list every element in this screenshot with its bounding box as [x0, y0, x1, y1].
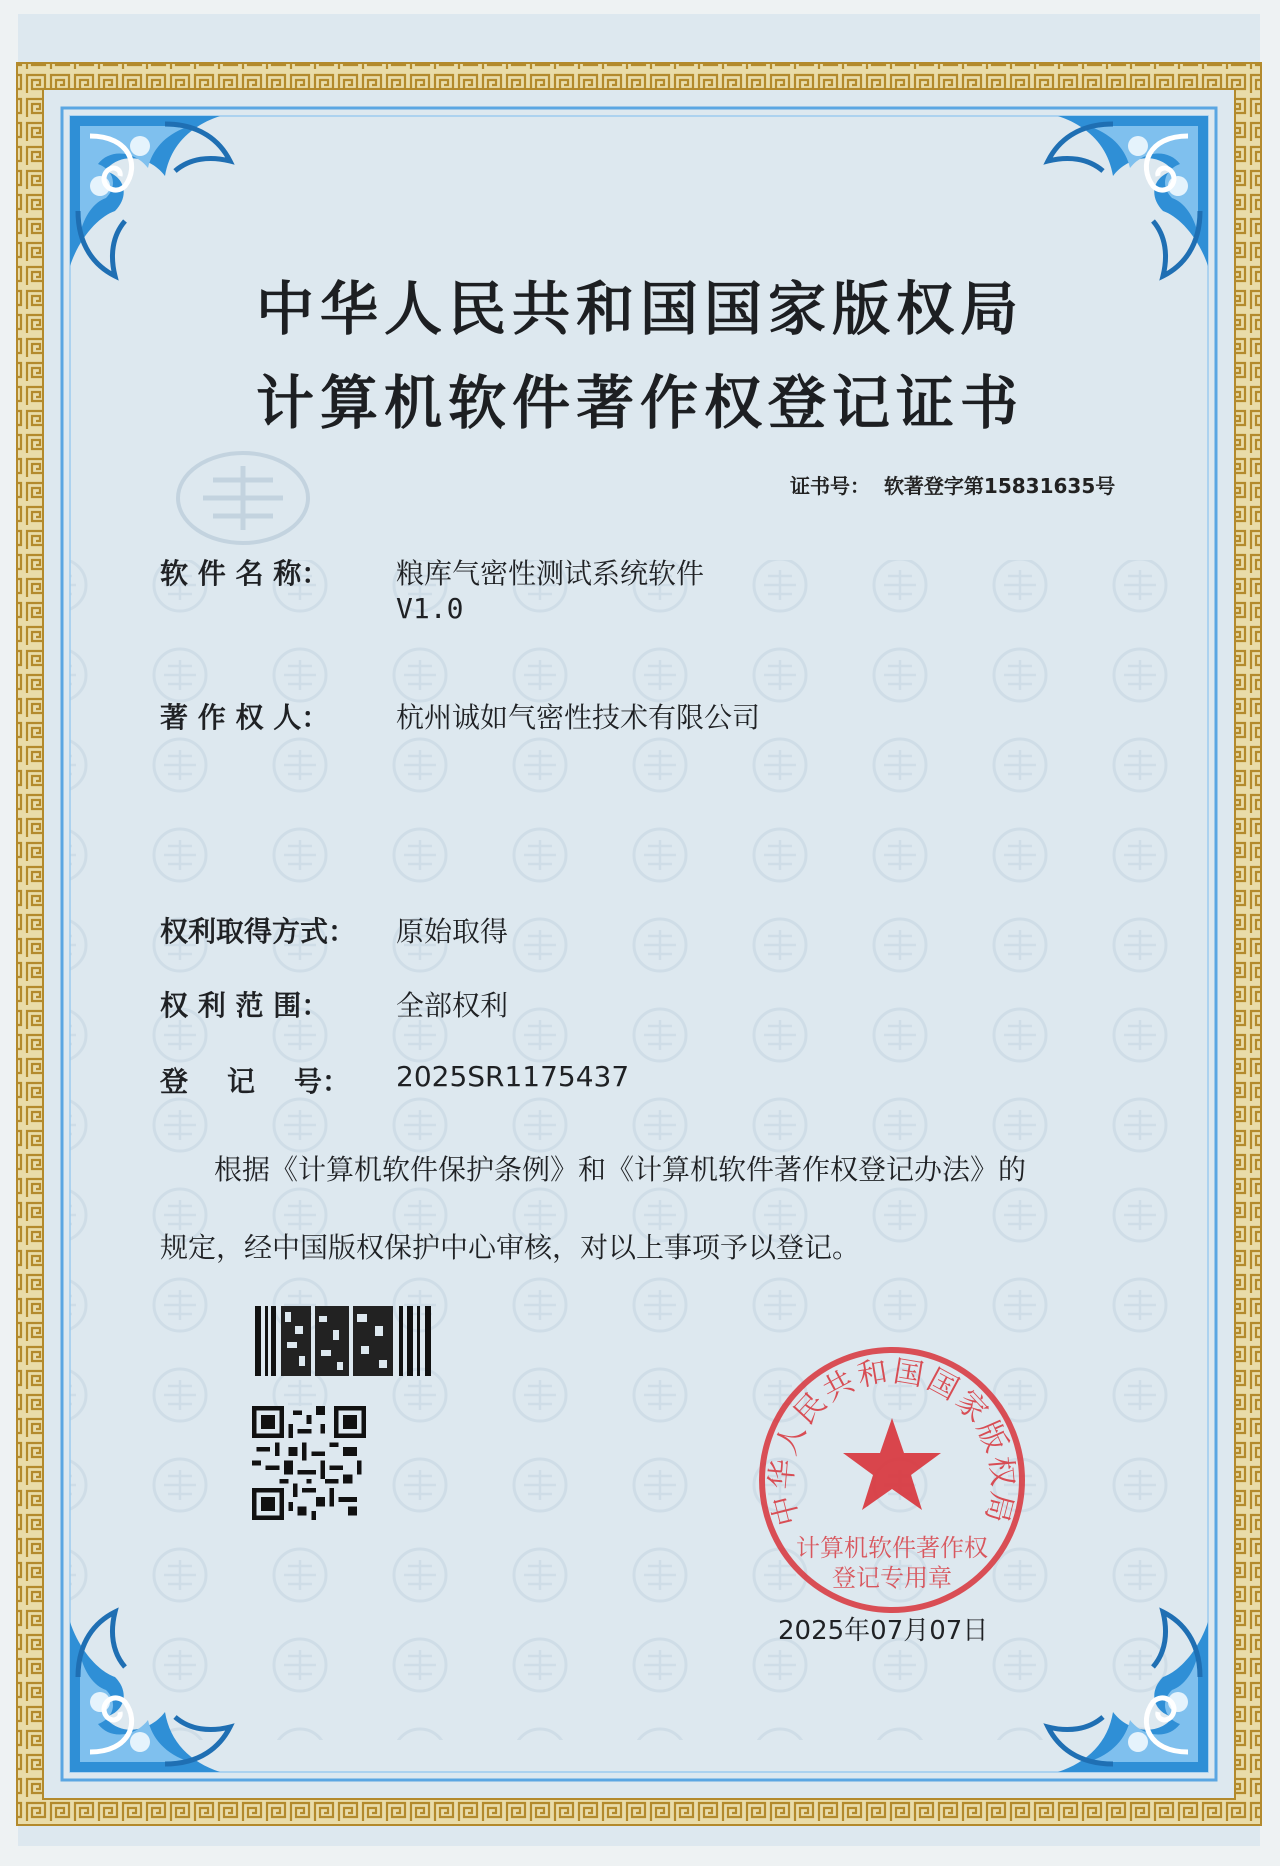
- scope-value: 全部权利: [396, 989, 509, 1022]
- seal-inner-line1: 计算机软件著作权: [796, 1534, 988, 1562]
- statement-line1: 根据《计算机软件保护条例》和《计算机软件著作权登记办法》的: [214, 1153, 1027, 1186]
- emblem-watermark: [168, 448, 318, 548]
- cert-number-label: 证书号：: [790, 474, 870, 498]
- issue-date: 2025年07月07日: [778, 1616, 989, 1646]
- qr-code: [252, 1406, 366, 1520]
- software-name-value: 粮库气密性测试系统软件: [396, 557, 705, 590]
- seal-ring-text: 中华人民共和国国家版权局: [764, 1354, 1020, 1530]
- acquisition-value: 原始取得: [396, 915, 509, 948]
- seal-star-icon: [843, 1418, 941, 1510]
- owner-value: 杭州诚如气密性技术有限公司: [396, 701, 761, 734]
- seal-inner-line2: 登记专用章: [832, 1564, 952, 1592]
- software-version: V1.0: [396, 592, 464, 625]
- software-name-label: 软 件 名 称：: [160, 557, 330, 590]
- statement-line2: 规定，经中国版权保护中心审核，对以上事项予以登记。: [160, 1231, 861, 1264]
- certificate-title-line1: 中华人民共和国国家版权局: [255, 275, 1024, 343]
- certificate-number: [790, 470, 1115, 499]
- acquisition-label: 权利取得方式：: [160, 915, 357, 948]
- owner-label: 著 作 权 人：: [160, 701, 330, 734]
- scope-label: 权 利 范 围：: [160, 989, 330, 1022]
- cert-number-value: 软著登字第15831635号: [883, 474, 1116, 498]
- barcode: [255, 1306, 437, 1376]
- registration-number-value: 2025SR1175437: [396, 1060, 630, 1093]
- official-seal: [752, 1340, 1032, 1620]
- certificate-title-line2: 计算机软件著作权登记证书: [255, 369, 1024, 437]
- registration-number-label: 登 记 号：: [160, 1065, 350, 1098]
